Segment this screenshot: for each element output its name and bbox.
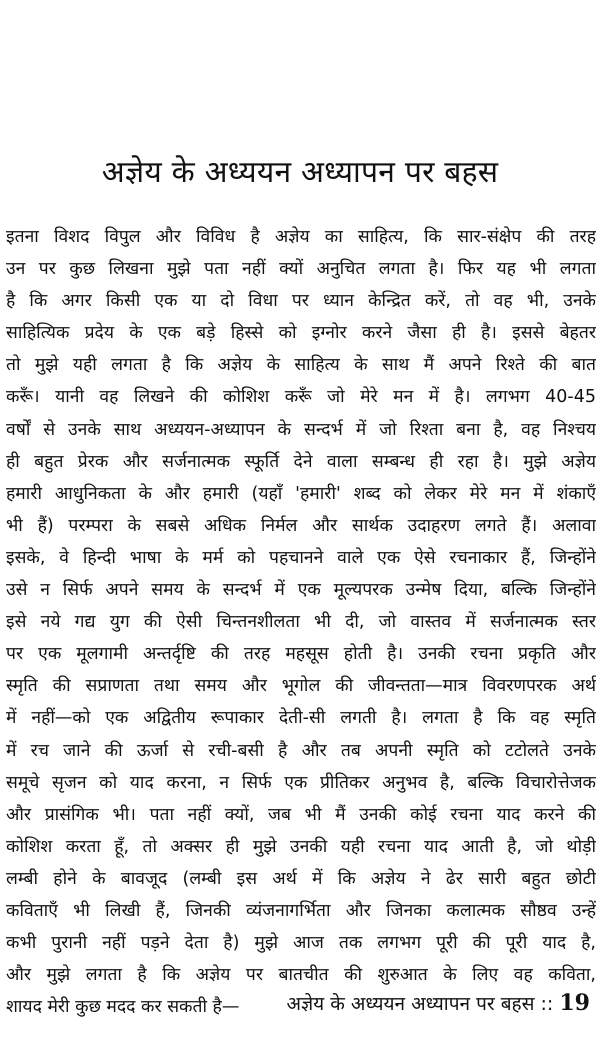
- page-footer: [286, 990, 590, 1016]
- paragraph-line: स्मृति की सप्राणता तथा समय और भूगोल की जीवन्तता—मात्र विवरणपरक अर्थ: [6, 676, 596, 697]
- paragraph-line: में रच जाने की ऊर्जा से रची-बसी है और तब अपनी स्मृति को टटोलते उनके: [6, 740, 596, 761]
- paragraph-line: उसे न सिर्फ अपने समय के सन्दर्भ में एक मूल्यपरक उन्मेष दिया, बल्कि जिन्होंने: [6, 580, 596, 601]
- paragraph-line: उन पर कुछ लिखना मुझे पता नहीं क्यों अनुचित लगता है। फिर यह भी लगता: [6, 259, 596, 280]
- paragraph-line: कभी पुरानी नहीं पड़ने देता है) मुझे आज तक लगभग पूरी की पूरी याद है,: [6, 933, 596, 954]
- paragraph-line: इसे नये गद्य युग की ऐसी चिन्तनशीलता भी दी, जो वास्तव में सर्जनात्मक स्तर: [6, 612, 596, 633]
- paragraph-line: है कि अगर किसी एक या दो विधा पर ध्यान केन्द्रित करें, तो वह भी, उनके: [6, 291, 596, 312]
- paragraph-line: और मुझे लगता है कि अज्ञेय पर बातचीत की शुरुआत के लिए वह कविता,: [6, 965, 596, 986]
- paragraph-line: शायद मेरी कुछ मदद कर सकती है—: [6, 997, 240, 1018]
- paragraph-line: वर्षों से उनके साथ अध्ययन-अध्यापन के सन्दर्भ में जो रिश्ता बना है, वह निश्चय: [6, 419, 596, 440]
- paragraph-line: तो मुझे यही लगता है कि अज्ञेय के साहित्य के साथ मैं अपने रिश्ते की बात: [6, 355, 596, 376]
- paragraph-line: कविताएँ भी लिखी हैं, जिनकी व्यंजनागर्भिता और जिनका कलात्मक सौष्ठव उन्हें: [6, 900, 596, 921]
- page-number: 19: [559, 990, 590, 1016]
- paragraph-line: कोशिश करता हूँ, तो अक्सर ही मुझे उनकी यही रचना याद आती है, जो थोड़ी: [6, 836, 596, 857]
- paragraph-line: इतना विशद विपुल और विविध है अज्ञेय का साहित्य, कि सार-संक्षेप की तरह: [6, 227, 596, 247]
- paragraph-line: पर एक मूलगामी अन्तर्दृष्टि की तरह महसूस होती है। उनकी रचना प्रकृति और: [6, 644, 596, 665]
- paragraph-line: इसके, वे हिन्दी भाषा के मर्म को पहचानने वाले एक ऐसे रचनाकार हैं, जिन्होंने: [6, 547, 596, 568]
- chapter-title: अज्ञेय के अध्ययन अध्यापन पर बहस: [101, 155, 499, 190]
- paragraph-line: भी हैं) परम्परा के सबसे अधिक निर्मल और सार्थक उदाहरण लगते हैं। अलावा: [6, 515, 596, 536]
- paragraph-line: में नहीं—को एक अद्वितीय रूपाकार देती-सी लगती है। लगता है कि वह स्मृति: [6, 708, 596, 729]
- paragraph-line: लम्बी होने के बावजूद (लम्बी इस अर्थ में कि अज्ञेय ने ढेर सारी बहुत छोटी: [6, 868, 596, 889]
- body-paragraph: [6, 221, 596, 1023]
- running-title: अज्ञेय के अध्ययन अध्यापन पर बहस ::: [286, 993, 554, 1015]
- paragraph-line: और प्रासंगिक भी। पता नहीं क्यों, जब भी मैं उनकी कोई रचना याद करने की: [6, 804, 596, 825]
- paragraph-line: करूँ। यानी वह लिखने की कोशिश करूँ जो मेरे मन में है। लगभग 40-45: [6, 387, 596, 408]
- paragraph-line: साहित्यिक प्रदेय के एक बड़े हिस्से को इग्नोर करने जैसा ही है। इससे बेहतर: [6, 323, 596, 344]
- paragraph-line: ही बहुत प्रेरक और सर्जनात्मक स्फूर्ति देने वाला सम्बन्ध ही रहा है। मुझे अज्ञेय: [6, 451, 596, 472]
- paragraph-line: हमारी आधुनिकता के और हमारी (यहाँ 'हमारी' शब्द को लेकर मेरे मन में शंकाएँ: [6, 483, 596, 504]
- paragraph-line: समूचे सृजन को याद करना, न सिर्फ एक प्रीतिकर अनुभव है, बल्कि विचारोत्तेजक: [6, 772, 596, 793]
